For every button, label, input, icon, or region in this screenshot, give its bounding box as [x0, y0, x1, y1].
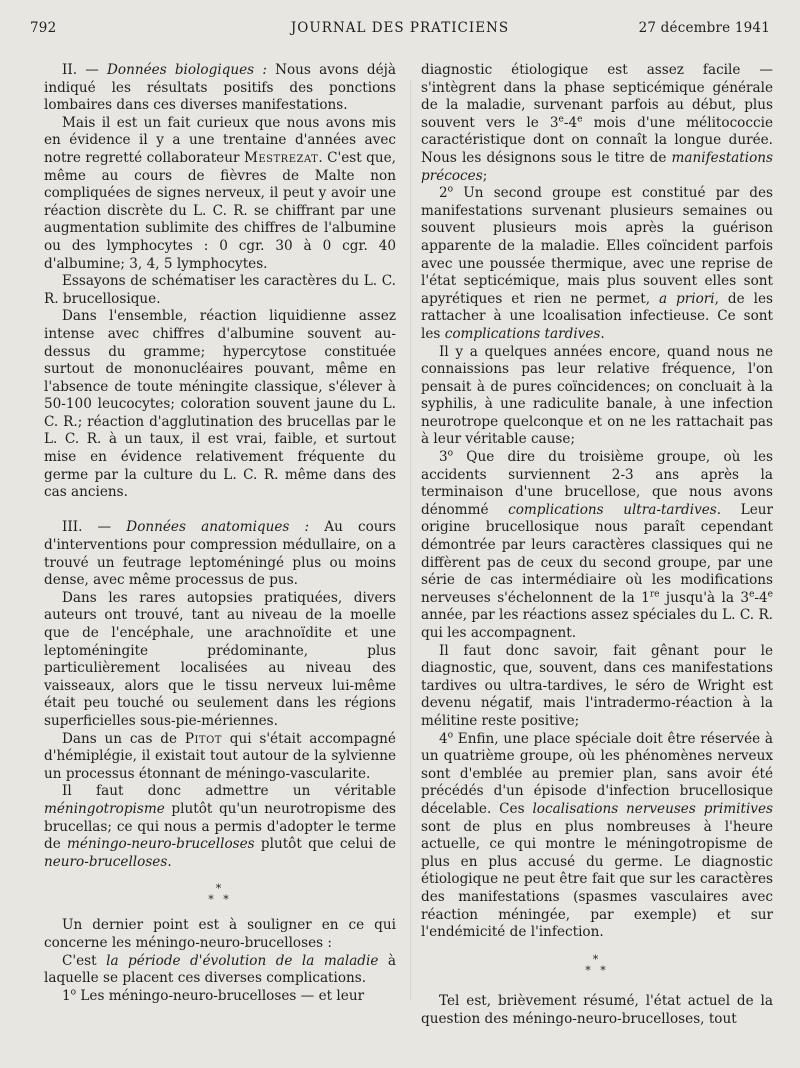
section-separator: * * *: [208, 882, 232, 907]
paragraph-schematize: Essayons de schématiser les caractères du L. C. R. brucellosique.: [44, 273, 396, 307]
paragraph-past-years: Il y a quelques années encore, quand nous ne connaissions pas leur relative fréquence, l'on pensait à de pures coïncidences; on concluait à la syphilis, à une radiculite banale, à une infection neurotrope quelconque et on ne les rattachait pas à leur véritable cause;: [421, 343, 773, 448]
paragraph-overview: Dans l'ensemble, réaction liquidienne assez intense avec chiffres d'albumine souvent au-dessus du gramme; hypercytose constituée surtout de mononucléaires pouvant, même en l'absence de toute méningite classique, s'élever à 50-100 leucocytes; coloration souvent jaune du L. C. R.; réaction d'agglutination des brucellas par le L. C. R. à un taux, il est vrai, faible, et surtout mise en évidence relativement fréquente du germe par la culture du L. C. R. même dans des cas anciens.: [44, 308, 396, 501]
paragraph-biological: II. — Données biologiques : Nous avons déjà indiqué les résultats positifs des ponctions lombaires dans ces diverses manifestations.: [44, 62, 397, 114]
paragraph-meningotropism: Il faut donc admettre un véritable méningotropisme plutôt qu'un neurotropisme des brucellas; ce qui nous a permis d'adopter le terme de méningo-neuro-brucelloses plutôt que celui de neuro-brucelloses.: [44, 783, 396, 870]
journal-title: JOURNAL DES PRATICIENS: [290, 20, 510, 36]
paragraph-third-group: 3$^o$ Que dire du troisième groupe, où les accidents surviennent 2-3 ans après la terminaison d'une brucellose, que nous avons dénommé complications ultra-tardives. Leur origine brucellosique nous paraît cependant démontrée par leurs caractères classiques qui ne diffèrent pas de ceux du second groupe, par une série de cas intermédiaire où les modifications nerveuses s'échelonnent de la 1re jusqu'à la 3e-4e année, par les réactions assez spéciales du L. C. R. qui les accompagnent.: [421, 448, 773, 641]
paragraph-period: C'est la période d'évolution de la maladie à laquelle se placent ces diverses complications.: [44, 952, 396, 987]
paragraph-summary: Tel est, brièvement résumé, l'état actuel de la question des méningo-neuro-brucelloses, tout: [421, 993, 773, 1027]
paragraph-early-manifestations: diagnostic étiologique est assez facile — s'intègrent dans la phase septicémique générale de la maladie, survenant parfois au début, plus souvent vers le 3e-4e mois d'une mélitococcie caractéristique dont on connaît la longue durée. Nous les désignons sous le titre de manifestations précoces;: [421, 62, 773, 184]
paragraph-autopsies: Dans les rares autopsies pratiquées, divers auteurs ont trouvé, tant au niveau de la moelle que de l'encéphale, une arachnoïdite et une leptoméningite prédominante, plus particulièrement localisées au niveau des vaisseaux, alors que le tissu nerveux lui-même était peu touché ou seulement dans les régions superficielles sous-pie-mériennes.: [44, 589, 396, 729]
paragraph-diagnosis-note: Il faut donc savoir, fait gênant pour le diagnostic, que, souvent, dans ces manifestations tardives ou ultra-tardives, le séro de Wright est devenu négatif, mais l'intradermo-réaction à la mélitine reste positive;: [421, 642, 773, 729]
column-divider: [410, 80, 411, 1000]
paragraph-anatomical: III. — Données anatomiques : Au cours d'interventions pour compression médullaire, on a trouvé un feutrage leptoméningé plus ou moins dense, avec même processus de pus.: [44, 519, 396, 589]
page-number: 792: [30, 20, 57, 36]
paragraph-first-group: 1$^o$ Les méningo-neuro-brucelloses — et leur: [62, 987, 365, 1004]
paragraph-fourth-group: 4$^o$ Enfin, une place spéciale doit être réservée à un quatrième groupe, où les phénomènes nerveux sont d'emblée au premier plan, sans avoir été précédés d'un épisode d'infection brucellosique décelable. Ces localisations nerveuses primitives sont de plus en plus nombreuses à l'heure actuelle, ce qui montre le méningotropisme de plus en plus accusé du germe. Le diagnostic étiologique ne peut être fait que sur les caractères des manifestations (spasmes vasculaires avec réaction méningée, par exemple) et sur l'endémicité de l'infection.: [421, 730, 773, 941]
issue-date: 27 décembre 1941: [638, 20, 770, 36]
paragraph-mestrezat: Mais il est un fait curieux que nous avons mis en évidence il y a une trentaine d'années avec notre regretté collaborateur Mestrezat. C'est que, même au cours de fièvres de Malte non compliquées de signes nerveux, il peut y avoir une réaction discrète du L. C. R. se chiffrant par une augmentation sublimite des chiffres de l'albumine ou des lymphocytes : 0 cgr. 30 à 0 cgr. 40 d'albumine; 3, 4, 5 lymphocytes.: [44, 114, 396, 272]
paragraph-second-group: 2$^o$ Un second groupe est constitué par des manifestations survenant plusieurs semaines ou souvent plusieurs mois après la guérison apparente de la maladie. Elles coïncident parfois avec une poussée thermique, avec une reprise de l'état septicémique, mais plus souvent elles sont apyrétiques et rien ne permet, a priori, de les rattacher à une lcoalisation infectieuse. Ce sont les complications tardives.: [421, 184, 773, 342]
paragraph-last-point: Un dernier point est à souligner en ce qui concerne les méningo-neuro-brucelloses :: [44, 917, 396, 951]
page-header: [30, 16, 770, 44]
paragraph-pitot: Dans un cas de Pitot qui s'était accompagné d'hémiplégie, il existait tout autour de la sylvienne un processus étonnant de méningo-vascularite.: [44, 730, 396, 782]
left-column: [44, 62, 396, 1005]
right-column: [421, 62, 773, 1028]
section-separator-right: * * *: [585, 952, 609, 977]
